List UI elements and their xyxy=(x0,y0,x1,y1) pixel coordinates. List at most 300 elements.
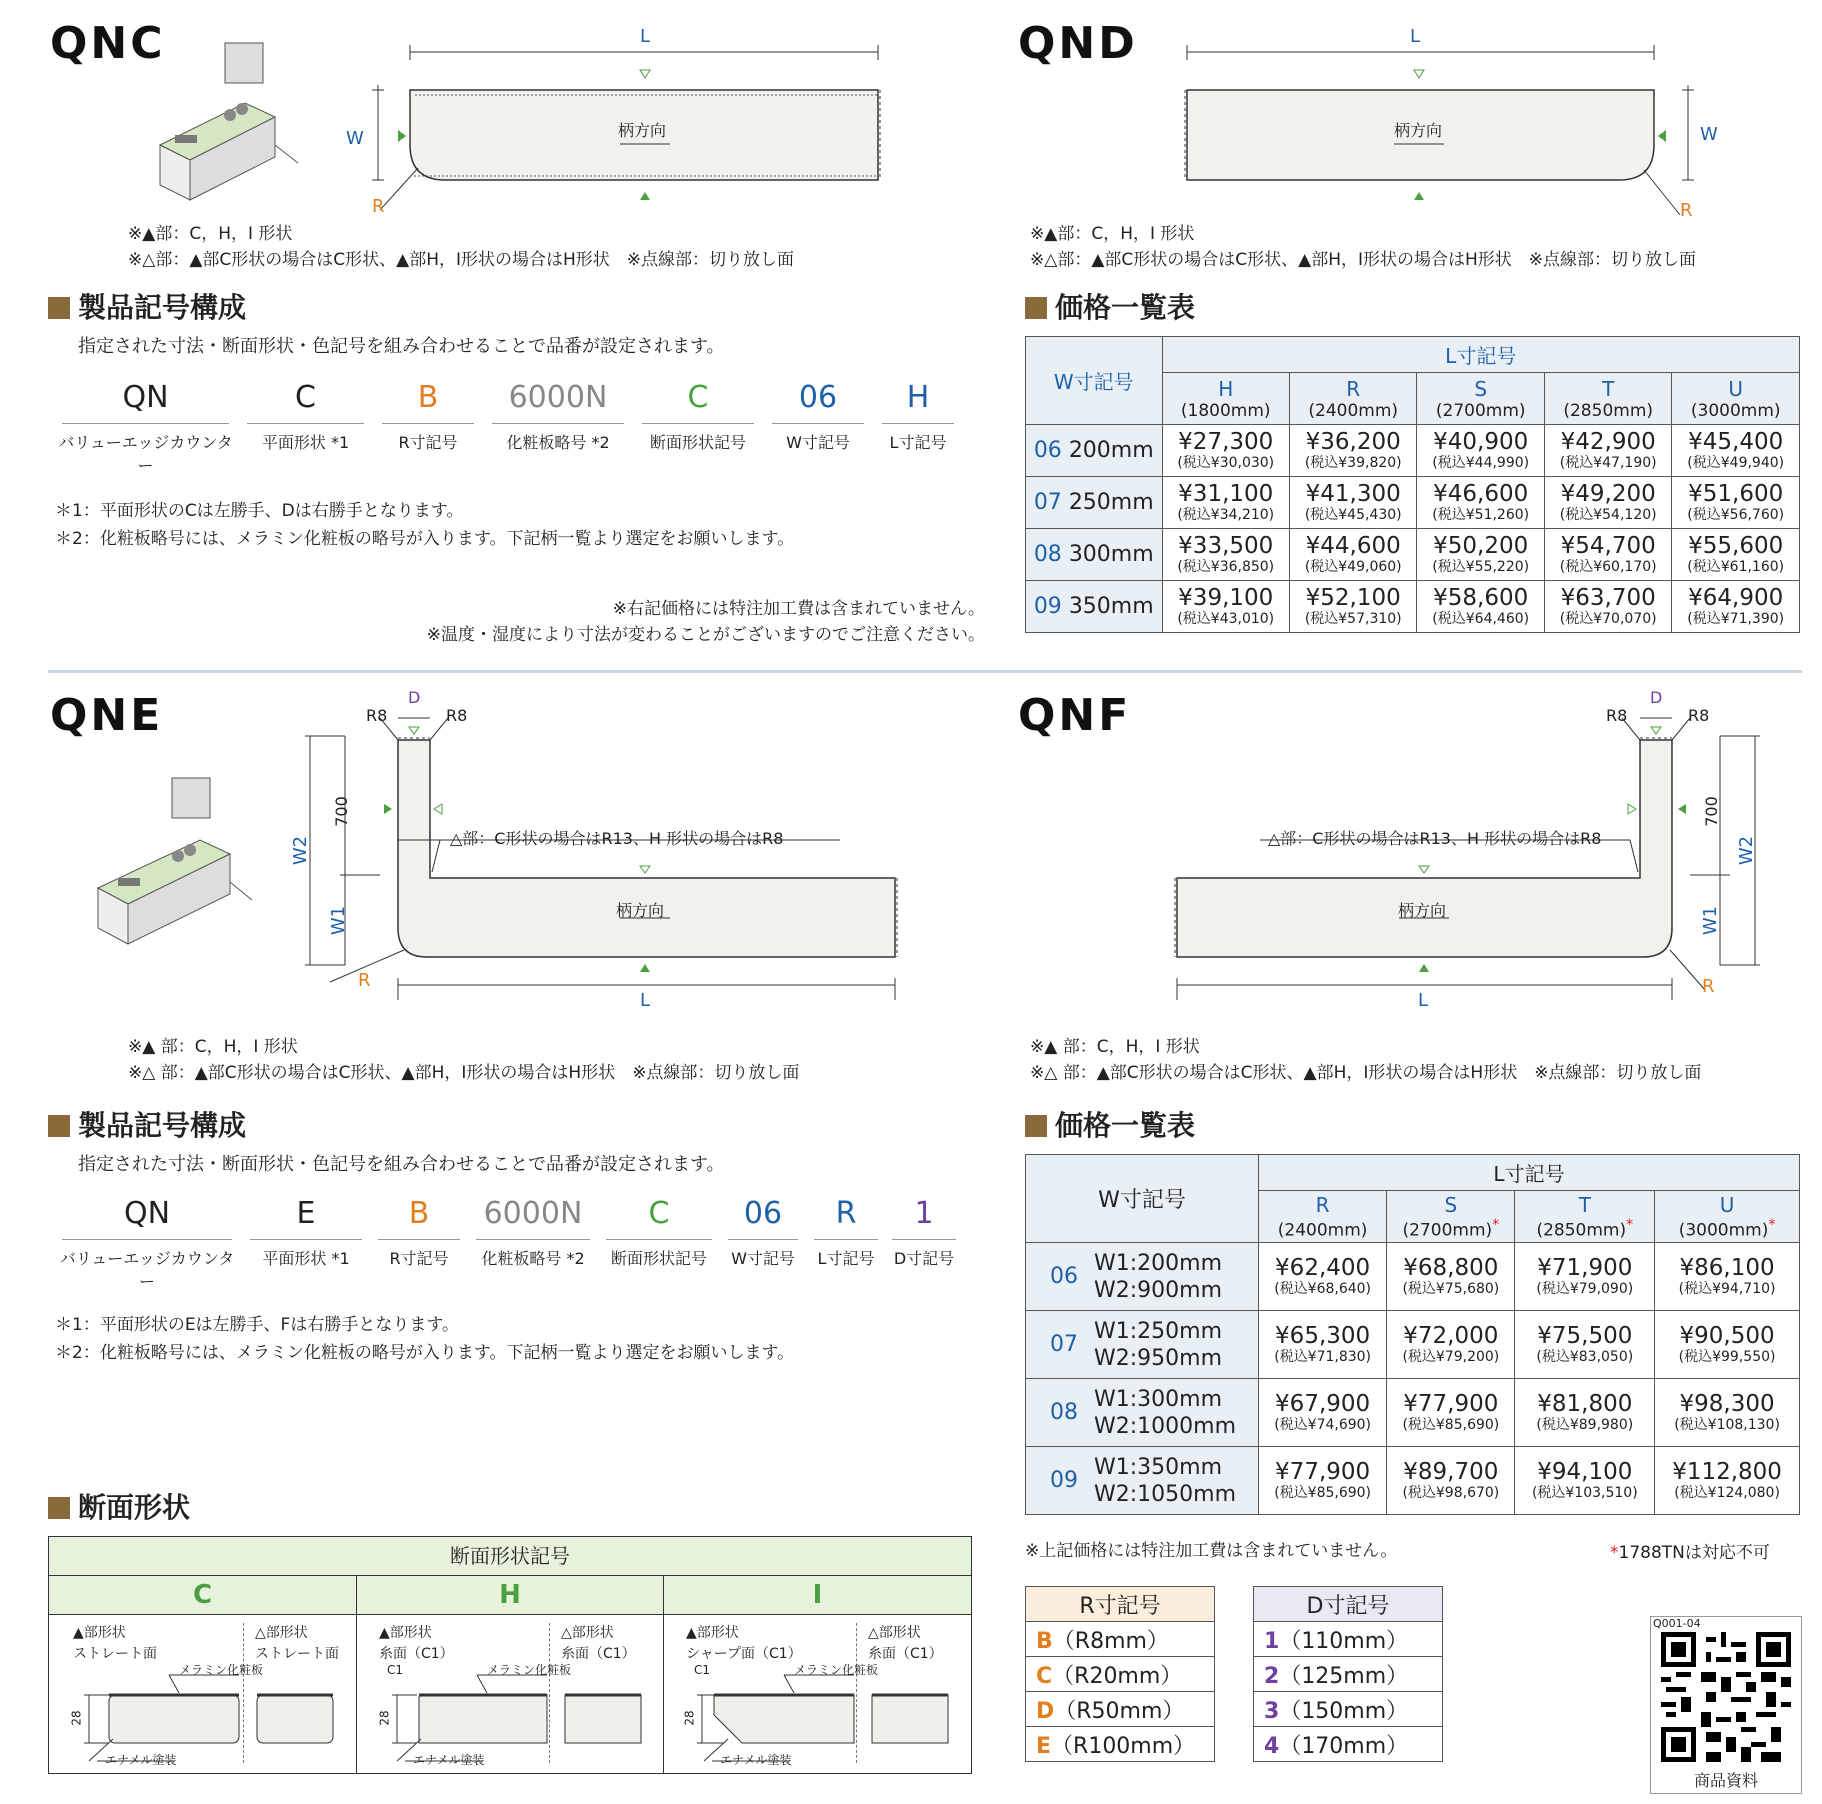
price2-row-w1: W1:350mm xyxy=(1094,1454,1223,1480)
qnd-note2: ※△部：▲部C形状の場合はC形状、▲部H，I形状の場合はH形状 ※点線部：切り放し面 xyxy=(1030,250,1697,270)
code1-footnote2: ＊2：化粧板略号には、メラミン化粧板の略号が入ります。下記柄一覧より選定をお願いします。 xyxy=(55,529,795,549)
qne-dim-700: 700 xyxy=(331,796,351,827)
price2-row-code: 06 xyxy=(1050,1264,1078,1289)
code1-part-code: C xyxy=(687,380,709,415)
code2-part xyxy=(602,1196,716,1269)
price1-cell xyxy=(1162,581,1289,633)
price2-price: ¥94,100 xyxy=(1537,1459,1633,1485)
price2-row-w1: W1:250mm xyxy=(1094,1318,1223,1344)
qnd-dim-r: R xyxy=(1680,200,1693,221)
price1-row xyxy=(1026,529,1800,581)
section-b-title: △部形状 xyxy=(868,1625,921,1641)
price1-price: ¥46,600 xyxy=(1433,481,1529,507)
qne-r8-left: R8 xyxy=(366,706,388,725)
price2-cell xyxy=(1259,1311,1387,1379)
section-cell-h xyxy=(357,1615,664,1773)
qne-note2: ※△ 部：▲部C形状の場合はC形状、▲部H，I形状の場合はH形状 ※点線部：切り放し面 xyxy=(128,1063,800,1083)
price1-heading xyxy=(1025,286,1195,326)
price1-price: ¥31,100 xyxy=(1178,481,1274,507)
section-heading xyxy=(48,1486,190,1526)
price1-tax: (税込¥45,430) xyxy=(1304,507,1402,523)
qnf-dim-l: L xyxy=(1418,990,1429,1011)
qnc-kitchen-illustration xyxy=(150,35,310,205)
section-cell-c xyxy=(49,1615,357,1773)
price1-price: ¥40,900 xyxy=(1433,429,1529,455)
code1-parts xyxy=(58,380,978,475)
qnf-dim-w1: W1 xyxy=(1700,905,1722,936)
section-cell-i xyxy=(664,1615,971,1773)
code1-note-b: ※温度・湿度により寸法が変わることがございますのでご注意ください。 xyxy=(426,625,985,645)
price1-w-header: W寸記号 xyxy=(1026,337,1163,425)
code1-part-code: 06 xyxy=(798,380,838,415)
price1-cell xyxy=(1417,529,1544,581)
code1-part-label: 化粧板略号 *2 xyxy=(506,433,610,452)
code2-part xyxy=(888,1196,960,1269)
price2-tax: (税込¥71,830) xyxy=(1274,1349,1372,1365)
price1-tax: (税込¥55,220) xyxy=(1432,559,1530,575)
code1-part-label: 平面形状 *1 xyxy=(261,433,350,452)
price1-cell xyxy=(1544,529,1671,581)
code1-part-label: 断面形状記号 xyxy=(649,433,746,452)
r-table-row xyxy=(1026,1692,1215,1727)
section-b-sub: ストレート面 xyxy=(255,1646,339,1662)
price2-price: ¥75,500 xyxy=(1537,1323,1633,1349)
price2-tax: (税込¥99,550) xyxy=(1678,1349,1776,1365)
price1-row-head xyxy=(1026,581,1163,633)
price1-col-code: R xyxy=(1346,376,1361,401)
price2-col-code: S xyxy=(1444,1192,1458,1217)
price1-price: ¥58,600 xyxy=(1433,585,1529,611)
d-val: （170mm） xyxy=(1279,1733,1409,1759)
qnf-r8-right: R8 xyxy=(1688,706,1710,725)
price2-tax: (税込¥68,640) xyxy=(1274,1281,1372,1297)
price1-price: ¥41,300 xyxy=(1305,481,1401,507)
price2-cell xyxy=(1259,1447,1387,1515)
code2-part xyxy=(374,1196,464,1269)
price2-row xyxy=(1026,1243,1800,1311)
price1-tax: (税込¥34,210) xyxy=(1177,507,1275,523)
code1-part-code: C xyxy=(295,380,316,415)
price1-row-head xyxy=(1026,425,1163,477)
price1-cell xyxy=(1162,425,1289,477)
price2-star-note xyxy=(1610,1538,1770,1563)
qnd-pattern-label: 柄方向 xyxy=(1394,121,1443,140)
price2-tax: (税込¥89,980) xyxy=(1536,1417,1634,1433)
price1-tax: (税込¥51,260) xyxy=(1432,507,1530,523)
section-table-title: 断面形状記号 xyxy=(49,1537,971,1576)
code2-footnote1: ＊1：平面形状のEは左勝手、Fは右勝手となります。 xyxy=(55,1315,459,1335)
square-bullet-icon xyxy=(1025,1115,1047,1137)
code2-part-code: C xyxy=(648,1196,670,1231)
price2-table xyxy=(1025,1154,1800,1515)
price1-col-code: U xyxy=(1728,376,1744,401)
qnc-dim-r: R xyxy=(372,196,385,217)
price1-price: ¥45,400 xyxy=(1688,429,1784,455)
d-val: （125mm） xyxy=(1279,1663,1409,1689)
d-table-row xyxy=(1254,1692,1443,1727)
qne-dim-w2: W2 xyxy=(290,835,312,866)
section-c1-label: C1 xyxy=(387,1663,404,1677)
price2-cell xyxy=(1515,1243,1655,1311)
code1-part xyxy=(378,380,478,453)
price2-row-w2: W2:950mm xyxy=(1094,1345,1223,1371)
price2-cell xyxy=(1515,1379,1655,1447)
price2-row-head xyxy=(1026,1379,1259,1447)
section-col-code: C xyxy=(49,1576,357,1614)
price1-price: ¥64,900 xyxy=(1688,585,1784,611)
section-a-sub: 糸面（C1） xyxy=(379,1646,454,1662)
price1-col-size: (1800mm) xyxy=(1180,400,1271,421)
section-table xyxy=(48,1536,972,1774)
price2-col xyxy=(1655,1191,1800,1243)
price1-price: ¥52,100 xyxy=(1305,585,1401,611)
price1-cell xyxy=(1544,581,1671,633)
qnf-r8-left: R8 xyxy=(1606,706,1628,725)
d-code: 1 xyxy=(1264,1628,1280,1654)
code1-part xyxy=(58,380,233,476)
price2-col-code: U xyxy=(1719,1192,1735,1217)
price2-row-code: 07 xyxy=(1050,1332,1078,1357)
section-a-title: ▲部形状 xyxy=(686,1625,739,1641)
price2-price: ¥67,900 xyxy=(1275,1391,1371,1417)
section-dim-28: 28 xyxy=(69,1710,84,1726)
price1-tax: (税込¥30,030) xyxy=(1177,455,1275,471)
r-val: （R100mm） xyxy=(1051,1733,1196,1759)
d-table-header: D寸記号 xyxy=(1254,1587,1443,1622)
price2-col xyxy=(1515,1191,1655,1243)
qnc-pattern-label: 柄方向 xyxy=(618,121,667,140)
code1-part-label: R寸記号 xyxy=(398,433,458,452)
price2-cell xyxy=(1655,1311,1800,1379)
section-enamel-label: エナメル塗装 xyxy=(720,1753,792,1767)
qne-kitchen-illustration xyxy=(90,770,260,950)
r-table-row xyxy=(1026,1657,1215,1692)
price2-price: ¥90,500 xyxy=(1679,1323,1775,1349)
price2-price: ¥98,300 xyxy=(1679,1391,1775,1417)
price1-tax: (税込¥60,170) xyxy=(1559,559,1657,575)
price2-cell xyxy=(1259,1379,1387,1447)
price2-tax: (税込¥85,690) xyxy=(1274,1485,1372,1501)
qne-title: QNE xyxy=(50,690,164,741)
price2-col-star: * xyxy=(1768,1216,1776,1233)
price2-l-header: L寸記号 xyxy=(1259,1155,1800,1191)
code2-part-code: 1 xyxy=(914,1196,934,1231)
price1-col-code: S xyxy=(1474,376,1488,401)
price2-row xyxy=(1026,1447,1800,1515)
qr-box[interactable] xyxy=(1650,1616,1802,1794)
price1-tax: (税込¥36,850) xyxy=(1177,559,1275,575)
code1-part-label: W寸記号 xyxy=(786,433,850,452)
qne-pattern-label: 柄方向 xyxy=(616,901,665,920)
section-b-sub: 糸面（C1） xyxy=(868,1646,943,1662)
price2-row-head xyxy=(1026,1243,1259,1311)
code2-part-label: バリューエッジカウンター xyxy=(59,1249,235,1291)
price1-tax: (税込¥70,070) xyxy=(1559,611,1657,627)
d-table-row xyxy=(1254,1622,1443,1657)
price1-cell xyxy=(1162,529,1289,581)
price1-row-w: 250mm xyxy=(1068,490,1154,515)
code2-part-label: 断面形状記号 xyxy=(610,1249,707,1268)
price2-price: ¥89,700 xyxy=(1403,1459,1499,1485)
price2-col-star: * xyxy=(1492,1216,1500,1233)
price1-col-size: (2700mm) xyxy=(1435,400,1526,421)
price2-cell xyxy=(1387,1243,1515,1311)
price1-row xyxy=(1026,477,1800,529)
price1-col-size: (3000mm) xyxy=(1690,400,1781,421)
code1-part xyxy=(768,380,868,453)
code1-part-code: H xyxy=(906,380,930,415)
price2-row xyxy=(1026,1311,1800,1379)
qnf-dim-700: 700 xyxy=(1701,796,1721,827)
code2-heading xyxy=(48,1104,246,1144)
price1-cell xyxy=(1289,425,1416,477)
code1-part xyxy=(878,380,958,453)
price2-price: ¥77,900 xyxy=(1275,1459,1371,1485)
qnd-dim-l: L xyxy=(1410,26,1421,47)
qr-id: Q001-04 xyxy=(1653,1617,1701,1630)
code2-parts xyxy=(58,1196,978,1291)
price2-cell xyxy=(1655,1447,1800,1515)
qne-diagram xyxy=(300,700,910,1010)
price1-price: ¥27,300 xyxy=(1178,429,1274,455)
code2-part-label: R寸記号 xyxy=(389,1249,449,1268)
section-col-code: I xyxy=(812,1580,823,1610)
qnf-diagram xyxy=(1160,700,1780,1010)
qnf-pattern-label: 柄方向 xyxy=(1398,901,1447,920)
price1-col xyxy=(1544,373,1671,425)
price2-col xyxy=(1387,1191,1515,1243)
qnd-note1: ※▲部：C，H，I 形状 xyxy=(1030,224,1195,244)
price2-row-code: 09 xyxy=(1050,1468,1078,1493)
section-a-title: ▲部形状 xyxy=(379,1625,432,1641)
code1-part-code: B xyxy=(417,380,439,415)
section-c1-label: C1 xyxy=(694,1663,711,1677)
code1-note-a: ※右記価格には特注加工費は含まれていません。 xyxy=(612,599,985,619)
price1-cell xyxy=(1544,477,1671,529)
r-table xyxy=(1025,1586,1215,1762)
section-divider xyxy=(48,670,1802,673)
price1-col xyxy=(1162,373,1289,425)
section-col-code: H xyxy=(357,1576,664,1614)
r-code: D xyxy=(1036,1698,1055,1724)
price1-col-size: (2400mm) xyxy=(1308,400,1399,421)
price1-price: ¥33,500 xyxy=(1178,533,1274,559)
price2-tax: (税込¥75,680) xyxy=(1402,1281,1500,1297)
price1-cell xyxy=(1289,581,1416,633)
price1-tax: (税込¥71,390) xyxy=(1687,611,1785,627)
price2-cell xyxy=(1387,1447,1515,1515)
qnc-dim-w: W xyxy=(346,128,364,149)
price1-row-head xyxy=(1026,477,1163,529)
code2-part-label: D寸記号 xyxy=(893,1249,955,1268)
code1-heading xyxy=(48,286,246,326)
square-bullet-icon xyxy=(48,1497,70,1519)
price1-cell xyxy=(1417,425,1544,477)
code2-part-code: E xyxy=(296,1196,316,1231)
section-melamine-label: メラミン化粧板 xyxy=(794,1663,879,1677)
section-dim-28: 28 xyxy=(377,1710,392,1726)
price1-row xyxy=(1026,425,1800,477)
code2-part xyxy=(810,1196,882,1269)
section-melamine-label: メラミン化粧板 xyxy=(179,1663,264,1677)
qnc-title: QNC xyxy=(50,18,166,69)
price1-tax: (税込¥47,190) xyxy=(1559,455,1657,471)
price2-col-star: * xyxy=(1626,1216,1634,1233)
price1-row-w: 350mm xyxy=(1068,594,1154,619)
price1-price: ¥54,700 xyxy=(1560,533,1656,559)
qne-note1: ※▲ 部：C，H，I 形状 xyxy=(128,1037,298,1057)
price1-cell xyxy=(1289,477,1416,529)
price1-price: ¥63,700 xyxy=(1560,585,1656,611)
price1-price: ¥55,600 xyxy=(1688,533,1784,559)
price1-row-head xyxy=(1026,529,1163,581)
price1-col xyxy=(1289,373,1416,425)
price1-tax: (税込¥56,760) xyxy=(1687,507,1785,523)
qnf-note2: ※△ 部：▲部C形状の場合はC形状、▲部H，I形状の場合はH形状 ※点線部：切り放し面 xyxy=(1030,1063,1702,1083)
price2-tax: (税込¥79,200) xyxy=(1402,1349,1500,1365)
price1-row-w: 300mm xyxy=(1068,542,1154,567)
price1-tax: (税込¥43,010) xyxy=(1177,611,1275,627)
section-b-sub: 糸面（C1） xyxy=(561,1646,636,1662)
code2-part xyxy=(58,1196,236,1292)
r-val: （R8mm） xyxy=(1052,1628,1169,1654)
price1-price: ¥44,600 xyxy=(1305,533,1401,559)
r-code: C xyxy=(1036,1663,1053,1689)
price2-col-size: (2850mm) xyxy=(1536,1220,1627,1241)
price2-col-size: (2400mm) xyxy=(1277,1220,1368,1241)
price1-tax: (税込¥39,820) xyxy=(1304,455,1402,471)
qne-dim-r: R xyxy=(358,970,371,991)
d-table xyxy=(1253,1586,1443,1762)
price2-row-head xyxy=(1026,1311,1259,1379)
qnf-title: QNF xyxy=(1018,690,1132,741)
square-bullet-icon xyxy=(48,1115,70,1137)
price1-cell xyxy=(1672,477,1800,529)
code2-part xyxy=(724,1196,802,1269)
qnf-dim-d: D xyxy=(1650,688,1663,707)
section-b-title: △部形状 xyxy=(561,1625,614,1641)
price2-tax: (税込¥108,130) xyxy=(1674,1417,1780,1433)
r-table-header: R寸記号 xyxy=(1026,1587,1215,1622)
price2-col-code: T xyxy=(1578,1192,1591,1217)
price2-price: ¥81,800 xyxy=(1537,1391,1633,1417)
price1-price: ¥51,600 xyxy=(1688,481,1784,507)
section-a-sub: ストレート面 xyxy=(73,1646,157,1662)
code1-footnote1: ＊1：平面形状のCは左勝手、Dは右勝手となります。 xyxy=(55,501,464,521)
code2-part-code: 6000N xyxy=(483,1196,583,1231)
r-code: B xyxy=(1036,1628,1053,1654)
price1-price: ¥39,100 xyxy=(1178,585,1274,611)
code1-part-label: バリューエッジカウンター xyxy=(58,433,233,475)
section-a-sub: シャープ面（C1） xyxy=(686,1646,802,1662)
price1-cell xyxy=(1672,529,1800,581)
price1-tax: (税込¥49,060) xyxy=(1304,559,1402,575)
code2-part-code: 06 xyxy=(743,1196,783,1231)
price2-price: ¥68,800 xyxy=(1403,1255,1499,1281)
price2-tax: (税込¥74,690) xyxy=(1274,1417,1372,1433)
section-b-title: △部形状 xyxy=(255,1625,308,1641)
qne-callout: △部：C形状の場合はR13、H 形状の場合はR8 xyxy=(450,829,784,848)
price2-tax: (税込¥98,670) xyxy=(1402,1485,1500,1501)
price1-row-code: 09 xyxy=(1033,594,1062,619)
qne-dim-d: D xyxy=(408,688,421,707)
price2-cell xyxy=(1259,1243,1387,1311)
code1-desc: 指定された寸法・断面形状・色記号を組み合わせることで品番が設定されます。 xyxy=(78,336,725,357)
price1-price: ¥50,200 xyxy=(1433,533,1529,559)
code2-desc: 指定された寸法・断面形状・色記号を組み合わせることで品番が設定されます。 xyxy=(78,1154,725,1175)
price1-price: ¥36,200 xyxy=(1305,429,1401,455)
qr-code-icon xyxy=(1661,1632,1791,1762)
qne-r8-right: R8 xyxy=(446,706,468,725)
price1-col xyxy=(1672,373,1800,425)
price2-star-mark: * xyxy=(1610,1543,1619,1563)
code2-part-label: 平面形状 *1 xyxy=(262,1249,350,1268)
price2-tax: (税込¥79,090) xyxy=(1536,1281,1634,1297)
price2-row-code: 08 xyxy=(1050,1400,1078,1425)
section-enamel-label: エナメル塗装 xyxy=(105,1753,177,1767)
code1-part xyxy=(488,380,628,453)
price1-tax: (税込¥49,940) xyxy=(1687,455,1785,471)
price2-cell xyxy=(1515,1447,1655,1515)
price1-row-w: 200mm xyxy=(1068,438,1154,463)
price1-col-code: T xyxy=(1602,376,1615,401)
code2-heading-text: 製品記号構成 xyxy=(78,1109,247,1142)
price2-star-note-text: 1788TNは対応不可 xyxy=(1618,1543,1770,1563)
code1-part xyxy=(243,380,368,453)
r-val: （R50mm） xyxy=(1054,1698,1185,1724)
price1-heading-text: 価格一覧表 xyxy=(1055,291,1196,324)
price2-row-w2: W2:1000mm xyxy=(1094,1413,1237,1439)
price2-row-w2: W2:1050mm xyxy=(1094,1481,1237,1507)
section-heading-text: 断面形状 xyxy=(78,1491,191,1524)
price2-tax: (税込¥85,690) xyxy=(1402,1417,1500,1433)
price1-tax: (税込¥57,310) xyxy=(1304,611,1402,627)
price2-price: ¥65,300 xyxy=(1275,1323,1371,1349)
r-code: E xyxy=(1036,1733,1052,1759)
qnd-title: QND xyxy=(1018,18,1138,69)
price2-row xyxy=(1026,1379,1800,1447)
price1-col-code: H xyxy=(1218,376,1234,401)
code2-part xyxy=(472,1196,594,1269)
price1-tax: (税込¥61,160) xyxy=(1687,559,1785,575)
price2-tax: (税込¥103,510) xyxy=(1531,1485,1638,1501)
price1-table xyxy=(1025,336,1800,633)
price2-tax: (税込¥83,050) xyxy=(1536,1349,1634,1365)
code2-part-code: R xyxy=(835,1196,857,1231)
square-bullet-icon xyxy=(1025,297,1047,319)
price1-row xyxy=(1026,581,1800,633)
section-a-title: ▲部形状 xyxy=(73,1625,126,1641)
qr-label: 商品資料 xyxy=(1693,1771,1758,1790)
code2-part-label: L寸記号 xyxy=(817,1249,875,1268)
code2-part xyxy=(246,1196,366,1269)
price1-cell xyxy=(1289,529,1416,581)
d-val: （150mm） xyxy=(1279,1698,1409,1724)
qnf-dim-r: R xyxy=(1702,976,1715,997)
qne-dim-l: L xyxy=(640,990,651,1011)
price2-col-size: (2700mm) xyxy=(1402,1220,1493,1241)
price1-tax: (税込¥44,990) xyxy=(1432,455,1530,471)
code2-part-label: 化粧板略号 *2 xyxy=(481,1249,585,1268)
price2-row-w1: W1:200mm xyxy=(1094,1250,1223,1276)
price2-row-head xyxy=(1026,1447,1259,1515)
qnd-dim-w: W xyxy=(1700,124,1718,145)
price2-cell xyxy=(1655,1243,1800,1311)
code1-part-label: L寸記号 xyxy=(889,433,947,452)
d-code: 4 xyxy=(1264,1733,1280,1759)
r-val: （R20mm） xyxy=(1052,1663,1183,1689)
price2-price: ¥62,400 xyxy=(1275,1255,1371,1281)
